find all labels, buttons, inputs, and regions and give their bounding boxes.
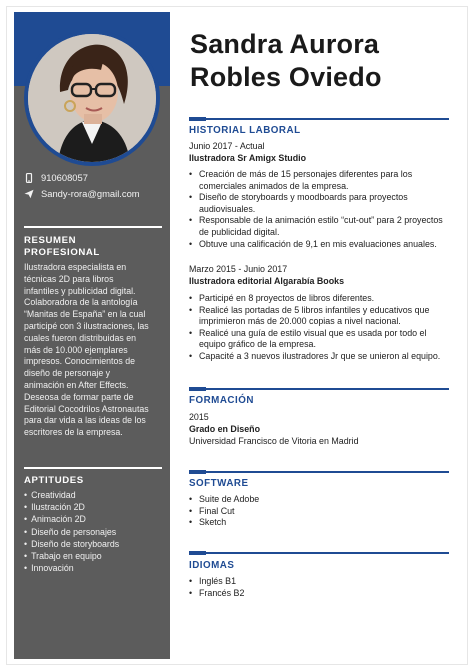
skills-heading: APTITUDES: [24, 475, 84, 486]
phone-text: 910608057: [41, 172, 88, 183]
contact-email: [24, 188, 140, 199]
bullet-line: • Creación de más de 15 personajes diferentes para los: [199, 169, 413, 179]
software-list: [189, 494, 451, 529]
summary-line: Editorial Cocodrilos Astronautas: [24, 403, 149, 414]
candidate-name: [190, 28, 452, 94]
summary-line: escritores de la empresa.: [24, 427, 123, 438]
bullet-line: comerciales animados de la empresa.: [199, 180, 349, 191]
bullet-line: • Diseño de storyboards y moodboards para proyectos: [199, 192, 408, 203]
summary-line: para dar vida a las ideas de los: [24, 415, 146, 426]
job-bullet: [189, 328, 451, 351]
education-year: 2015: [189, 412, 209, 422]
summary-rule: [24, 226, 162, 228]
job-title: Ilustradora editorial Algarabía Books: [189, 276, 345, 286]
bullet-line: de publicidad digital.: [199, 226, 280, 237]
summary-line: Ilustradora especialista en: [24, 262, 127, 272]
summary-line: Colaboradora de la antología: [24, 297, 138, 308]
bullet-line: audiovisuales.: [199, 203, 256, 214]
skill-item: • Animación 2D: [24, 513, 164, 525]
skills-rule: [24, 467, 162, 469]
send-icon: [24, 189, 34, 199]
job-title: Ilustradora Sr Amigx Studio: [189, 153, 307, 163]
bullet-line: • Participé en 8 proyectos de libros diferentes.: [199, 293, 375, 303]
phone-icon: [24, 173, 34, 183]
education-school: Universidad Francisco de Vitoria en Madrid: [189, 436, 359, 446]
education-rule-tick: [189, 387, 206, 391]
languages-rule: [189, 552, 449, 554]
bullet-line: • Capacité a 3 nuevos ilustradores Jr que se unieron al equipo.: [199, 350, 441, 361]
contact-phone: [24, 172, 88, 183]
bullet-line: equipo gráfico de la empresa.: [199, 339, 316, 350]
software-item: • Suite de Adobe: [189, 494, 451, 506]
education-degree: Grado en Diseño: [189, 424, 261, 434]
language-item: • Inglés B1: [189, 576, 451, 588]
summary-line: animación en After Effects.: [24, 379, 129, 390]
name-line1: Sandra Aurora: [190, 29, 380, 59]
software-item: • Sketch: [189, 517, 451, 529]
summary-line: cuales fueron distribuidas en: [24, 332, 136, 343]
job-bullet: [189, 239, 451, 251]
summary-line: técnicas 2D para libros: [24, 273, 114, 284]
summary-line: impresos. Conocimientos de: [24, 356, 135, 367]
summary-line: más de 10.000 ejemplares: [24, 344, 128, 355]
job-bullet: [189, 351, 451, 363]
sidebar: [14, 12, 170, 659]
skill-item: • Creatividad: [24, 489, 164, 501]
software-rule: [189, 471, 449, 473]
skill-item: • Diseño de storyboards: [24, 538, 164, 550]
job-bullet: [189, 293, 451, 305]
languages-rule-tick: [189, 551, 206, 555]
bullet-line: imprimieron más de 20.000 copias a nivel nacional.: [199, 316, 401, 327]
software-item: • Final Cut: [189, 506, 451, 518]
skill-item: • Ilustración 2D: [24, 501, 164, 513]
skill-item: • Innovación: [24, 562, 164, 574]
education-heading: FORMACIÓN: [189, 395, 254, 406]
summary-line: Deseosa de formar parte de: [24, 391, 134, 402]
summary-line: diseño de personaje y: [24, 368, 111, 379]
skill-item: • Trabajo en equipo: [24, 550, 164, 562]
language-item: • Francés B2: [189, 588, 451, 600]
job-bullets: [189, 293, 451, 363]
bullet-line: • Obtuve una calificación de 9,1 en mis evaluaciones anuales.: [199, 238, 437, 249]
summary-heading: [24, 235, 162, 259]
summary-heading-line2: PROFESIONAL: [24, 247, 100, 258]
summary-line: participé con 3 ilustraciones, las: [24, 320, 149, 331]
profile-photo: [28, 34, 156, 162]
job-dates: Junio 2017 - Actual: [189, 141, 265, 151]
history-rule-tick: [189, 117, 206, 121]
bullet-line: • Responsable de la animación estilo “cut-out” para 2 proyectos: [199, 215, 443, 226]
software-heading: SOFTWARE: [189, 478, 249, 489]
history-heading: HISTORIAL LABORAL: [189, 125, 301, 136]
summary-heading-line1: RESUMEN: [24, 235, 77, 246]
job-bullet: [189, 169, 451, 192]
job-dates: Marzo 2015 - Junio 2017: [189, 264, 288, 274]
summary-line: “Manitas de España” en la cual: [24, 309, 146, 320]
bullet-line: • Realicé las portadas de 5 libros infantiles y educativos que: [199, 304, 430, 315]
summary-line: infantiles y publicidad digital.: [24, 285, 136, 296]
name-line2: Robles Oviedo: [190, 62, 382, 92]
software-rule-tick: [189, 470, 206, 474]
job-bullet: [189, 192, 451, 215]
skills-list: [24, 489, 164, 574]
job-bullet: [189, 305, 451, 328]
languages-list: [189, 576, 451, 599]
email-text: Sandy-rora@gmail.com: [41, 188, 140, 199]
job-bullets: [189, 169, 451, 250]
job-bullet: [189, 215, 451, 238]
education-rule: [189, 388, 449, 390]
languages-heading: IDIOMAS: [189, 560, 235, 571]
bullet-line: • Realicé una guía de estilo visual que es usada por todo el: [199, 327, 427, 338]
skill-item: • Diseño de personajes: [24, 526, 164, 538]
summary-text: [24, 262, 164, 439]
history-rule: [189, 118, 449, 120]
